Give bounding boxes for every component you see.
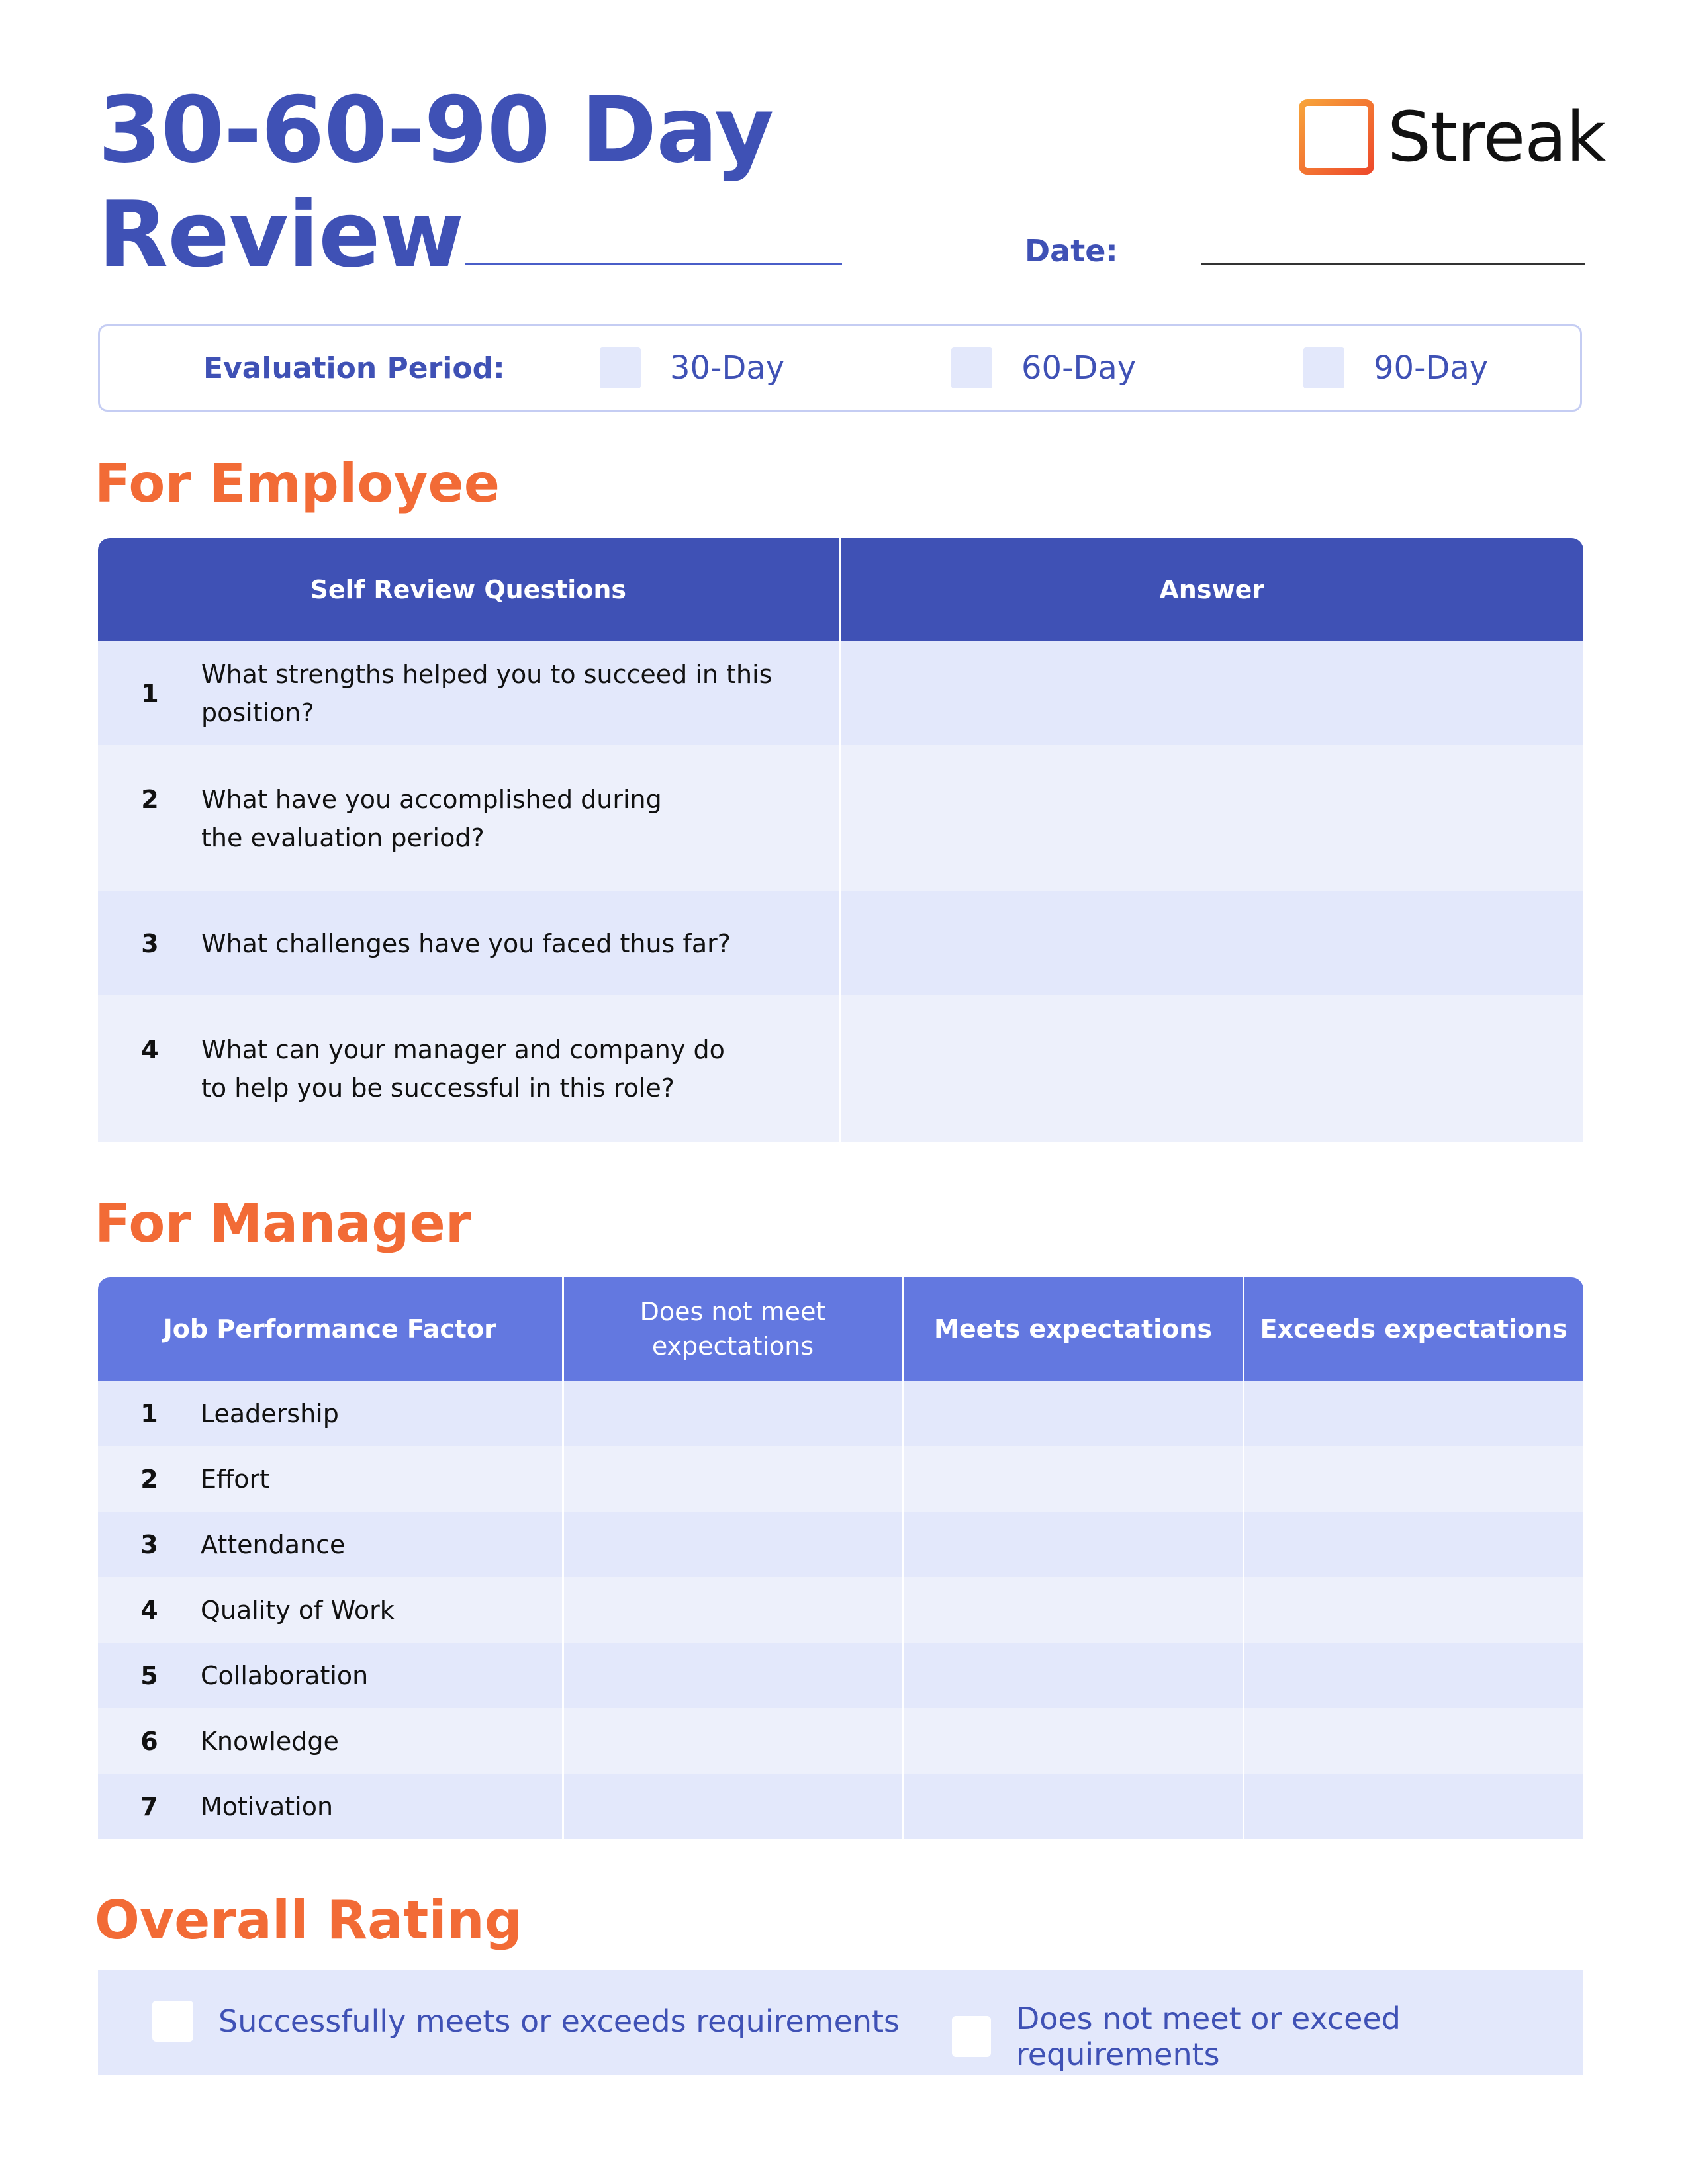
row-number: 6 (140, 1726, 158, 1756)
title-line-1: 30-60-90 Day (98, 77, 774, 183)
checkbox-90-day[interactable] (1303, 347, 1344, 388)
table-row (98, 1643, 1583, 1708)
table-row (98, 1774, 1583, 1839)
answer-cell[interactable] (839, 641, 1583, 745)
row-number: 3 (141, 929, 159, 958)
title-line-2: Review (98, 181, 464, 288)
factor-cell (98, 1512, 563, 1577)
question-cell (98, 641, 839, 745)
col-header-exceeds: Exceeds expectations (1243, 1277, 1583, 1381)
checkbox-30-day[interactable] (600, 347, 641, 388)
streak-logo (1299, 99, 1605, 175)
factor-cell (98, 1643, 563, 1708)
row-number: 1 (141, 678, 159, 708)
table-row (98, 1577, 1583, 1643)
period-option-label: 90-Day (1374, 349, 1489, 387)
overall-option-meets[interactable] (152, 2001, 900, 2042)
table-row (98, 1446, 1583, 1512)
rating-exceeds-cell[interactable] (1243, 1643, 1583, 1708)
rating-meets-cell[interactable] (903, 1446, 1243, 1512)
factor-cell (98, 1446, 563, 1512)
page-title (98, 78, 892, 287)
rating-exceeds-cell[interactable] (1243, 1512, 1583, 1577)
self-review-table (98, 538, 1583, 1142)
factor-text: Knowledge (201, 1726, 339, 1756)
question-cell (98, 891, 839, 995)
streak-logo-icon (1299, 99, 1374, 175)
row-number: 2 (140, 1464, 158, 1494)
overall-option-label: Does not meet or exceed requirements (1015, 2001, 1401, 2072)
date-input-line[interactable] (1201, 263, 1585, 265)
col-header-factor: Job Performance Factor (98, 1277, 563, 1381)
table-row (98, 995, 1583, 1142)
rating-not-meet-cell[interactable] (563, 1774, 903, 1839)
row-number: 4 (140, 1595, 158, 1625)
rating-not-meet-cell[interactable] (563, 1708, 903, 1774)
rating-meets-cell[interactable] (903, 1512, 1243, 1577)
overall-rating-box (98, 1970, 1583, 2075)
period-option-label: 30-Day (670, 349, 785, 387)
factor-cell (98, 1708, 563, 1774)
col-header-questions: Self Review Questions (98, 538, 839, 641)
row-number: 1 (140, 1398, 158, 1428)
table-row (98, 641, 1583, 745)
checkbox-meets-requirements[interactable] (152, 2001, 193, 2042)
row-number: 2 (141, 784, 159, 814)
period-option-label: 60-Day (1021, 349, 1137, 387)
period-option-30[interactable] (600, 347, 784, 388)
row-number: 5 (140, 1661, 158, 1690)
table-row (98, 1381, 1583, 1446)
period-option-60[interactable] (951, 347, 1136, 388)
manager-section-heading: For Manager (95, 1193, 472, 1254)
rating-not-meet-cell[interactable] (563, 1577, 903, 1643)
factor-text: Quality of Work (201, 1595, 395, 1625)
factor-cell (98, 1577, 563, 1643)
answer-cell[interactable] (839, 891, 1583, 995)
evaluation-period-box (98, 324, 1582, 412)
rating-exceeds-cell[interactable] (1243, 1708, 1583, 1774)
question-text: What have you accomplished during the evaluation period? (201, 784, 662, 852)
question-text: What challenges have you faced thus far? (201, 929, 731, 958)
checkbox-60-day[interactable] (951, 347, 992, 388)
overall-rating-heading: Overall Rating (95, 1889, 523, 1951)
rating-not-meet-cell[interactable] (563, 1643, 903, 1708)
question-text: What strengths helped you to succeed in this position? (201, 659, 773, 727)
logo-text: Streak (1387, 97, 1606, 177)
date-label: Date: (1025, 233, 1118, 269)
employee-section-heading: For Employee (95, 453, 500, 514)
table-row (98, 891, 1583, 995)
table-row (98, 745, 1583, 891)
question-cell (98, 995, 839, 1142)
question-text: What can your manager and company do to help you be successful in this role? (201, 1034, 725, 1103)
name-input-line[interactable] (465, 263, 842, 265)
evaluation-period-label: Evaluation Period: (203, 351, 505, 385)
rating-exceeds-cell[interactable] (1243, 1774, 1583, 1839)
factor-cell (98, 1774, 563, 1839)
col-header-meets: Meets expectations (903, 1277, 1243, 1381)
checkbox-not-meet-requirements[interactable] (952, 2016, 991, 2057)
rating-not-meet-cell[interactable] (563, 1512, 903, 1577)
table-row (98, 1708, 1583, 1774)
col-header-not-meet: Does not meet expectations (563, 1277, 903, 1381)
rating-meets-cell[interactable] (903, 1577, 1243, 1643)
rating-not-meet-cell[interactable] (563, 1381, 903, 1446)
period-option-90[interactable] (1303, 347, 1488, 388)
answer-cell[interactable] (839, 745, 1583, 891)
job-performance-table (98, 1277, 1583, 1839)
rating-not-meet-cell[interactable] (563, 1446, 903, 1512)
question-cell (98, 745, 839, 891)
rating-meets-cell[interactable] (903, 1381, 1243, 1446)
rating-meets-cell[interactable] (903, 1708, 1243, 1774)
col-header-answer: Answer (839, 538, 1583, 641)
row-number: 7 (140, 1792, 158, 1821)
table-row (98, 1512, 1583, 1577)
row-number: 3 (140, 1529, 158, 1559)
factor-text: Effort (201, 1464, 269, 1494)
overall-option-not-meet[interactable] (952, 2001, 1583, 2072)
overall-option-label: Successfully meets or exceeds requirements (218, 2003, 900, 2039)
rating-exceeds-cell[interactable] (1243, 1381, 1583, 1446)
factor-text: Motivation (201, 1792, 334, 1821)
answer-cell[interactable] (839, 995, 1583, 1142)
rating-meets-cell[interactable] (903, 1643, 1243, 1708)
factor-text: Collaboration (201, 1661, 369, 1690)
factor-text: Leadership (201, 1398, 339, 1428)
factor-cell (98, 1381, 563, 1446)
row-number: 4 (141, 1034, 159, 1064)
rating-meets-cell[interactable] (903, 1774, 1243, 1839)
factor-text: Attendance (201, 1529, 346, 1559)
rating-exceeds-cell[interactable] (1243, 1446, 1583, 1512)
rating-exceeds-cell[interactable] (1243, 1577, 1583, 1643)
